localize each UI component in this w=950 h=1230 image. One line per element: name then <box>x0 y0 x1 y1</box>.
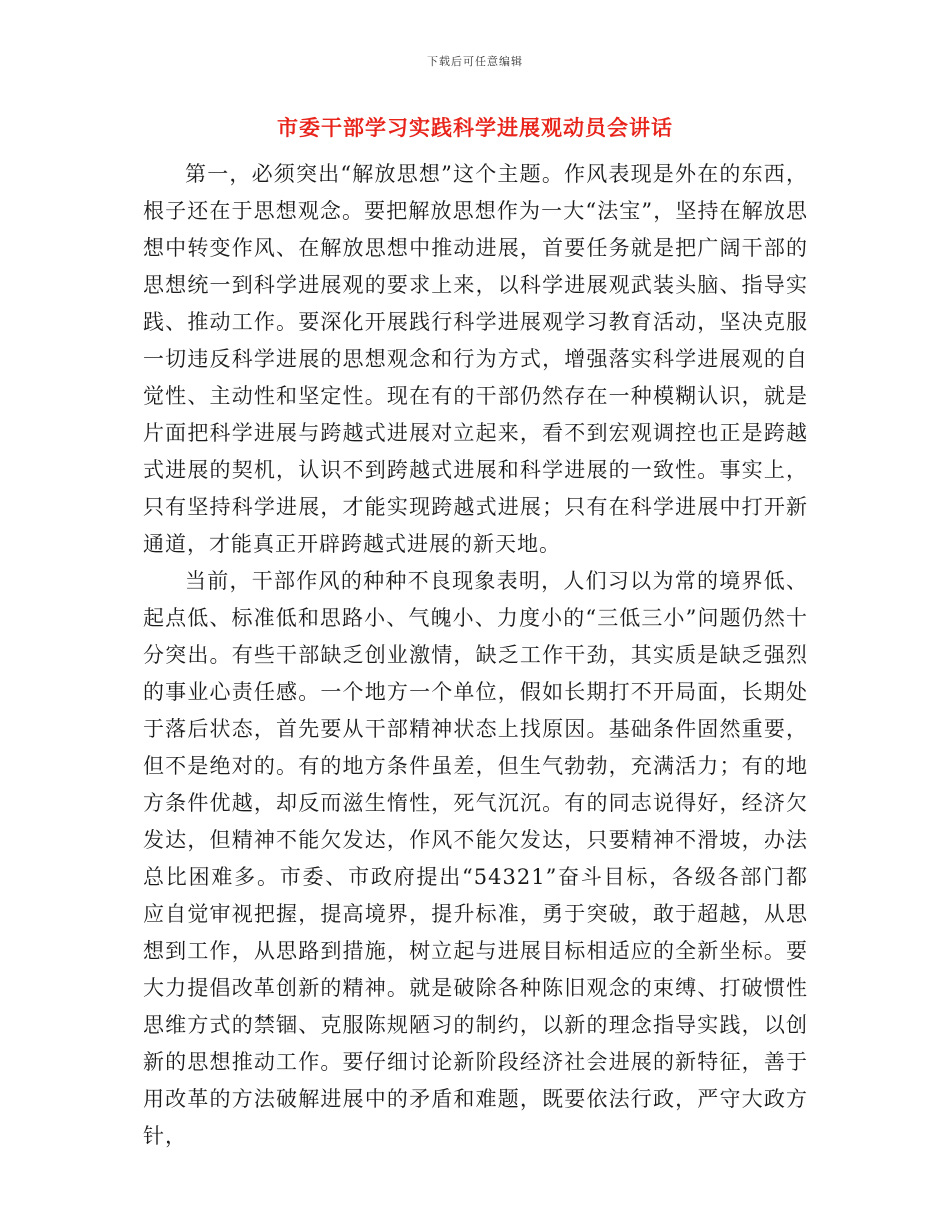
paragraph-1: 第一，必须突出“解放思想”这个主题。作风表现是外在的东西，根子还在于思想观念。要把解放思想作为一大“法宝”，坚持在解放思想中转变作风、在解放思想中推动进展，首要任务就是把广阔干部的思想统一到科学进展观的要求上来，以科学进展观武装头脑、指导实践、推动工作。要深化开展践行科学进展观学习教育活动，坚决克服一切违反科学进展的思想观念和行为方式，增强落实科学进展观的自觉性、主动性和坚定性。现在有的干部仍然存在一种模糊认识，就是片面把科学进展与跨越式进展对立起来，看不到宏观调控也正是跨越式进展的契机，认识不到跨越式进展和科学进展的一致性。事实上，只有坚持科学进展，才能实现跨越式进展；只有在科学进展中打开新通道，才能真正开辟跨越式进展的新天地。 <box>143 162 808 556</box>
document-title: 市委干部学习实践科学进展观动员会讲话 <box>277 115 673 140</box>
paragraph-2: 当前，干部作风的种种不良现象表明，人们习以为常的境界低、起点低、标准低和思路小、气魄小、力度小的“三低三小”问题仍然十分突出。有些干部缺乏创业激情，缺乏工作干劲，其实质是缺乏强烈的事业心责任感。一个地方一个单位，假如长期打不开局面，长期处于落后状态，首先要从干部精神状态上找原因。基础条件固然重要，但不是绝对的。有的地方条件虽差，但生气勃勃，充满活力；有的地方条件优越，却反而滋生惰性，死气沉沉。有的同志说得好，经济欠发达，但精神不能欠发达，作风不能欠发达，只要精神不滑坡，办法总比困难多。市委、市政府提出“54321”奋斗目标，各级各部门都应自觉审视把握，提高境界，提升标准，勇于突破，敢于超越，从思想到工作，从思路到措施，树立起与进展目标相适应的全新坐标。要大力提倡改革创新的精神。就是破除各种陈旧观念的束缚、打破惯性思维方式的禁锢、克服陈规陋习的制约，以新的理念指导实践，以创新的思想推动工作。要仔细讨论新阶段经济社会进展的新特征，善于用改革的方法破解进展中的矛盾和难题，既要依法行政，严守大政方针， <box>143 569 808 1148</box>
header-note: 下载后可任意编辑 <box>427 55 523 68</box>
document-body <box>143 156 808 1155</box>
